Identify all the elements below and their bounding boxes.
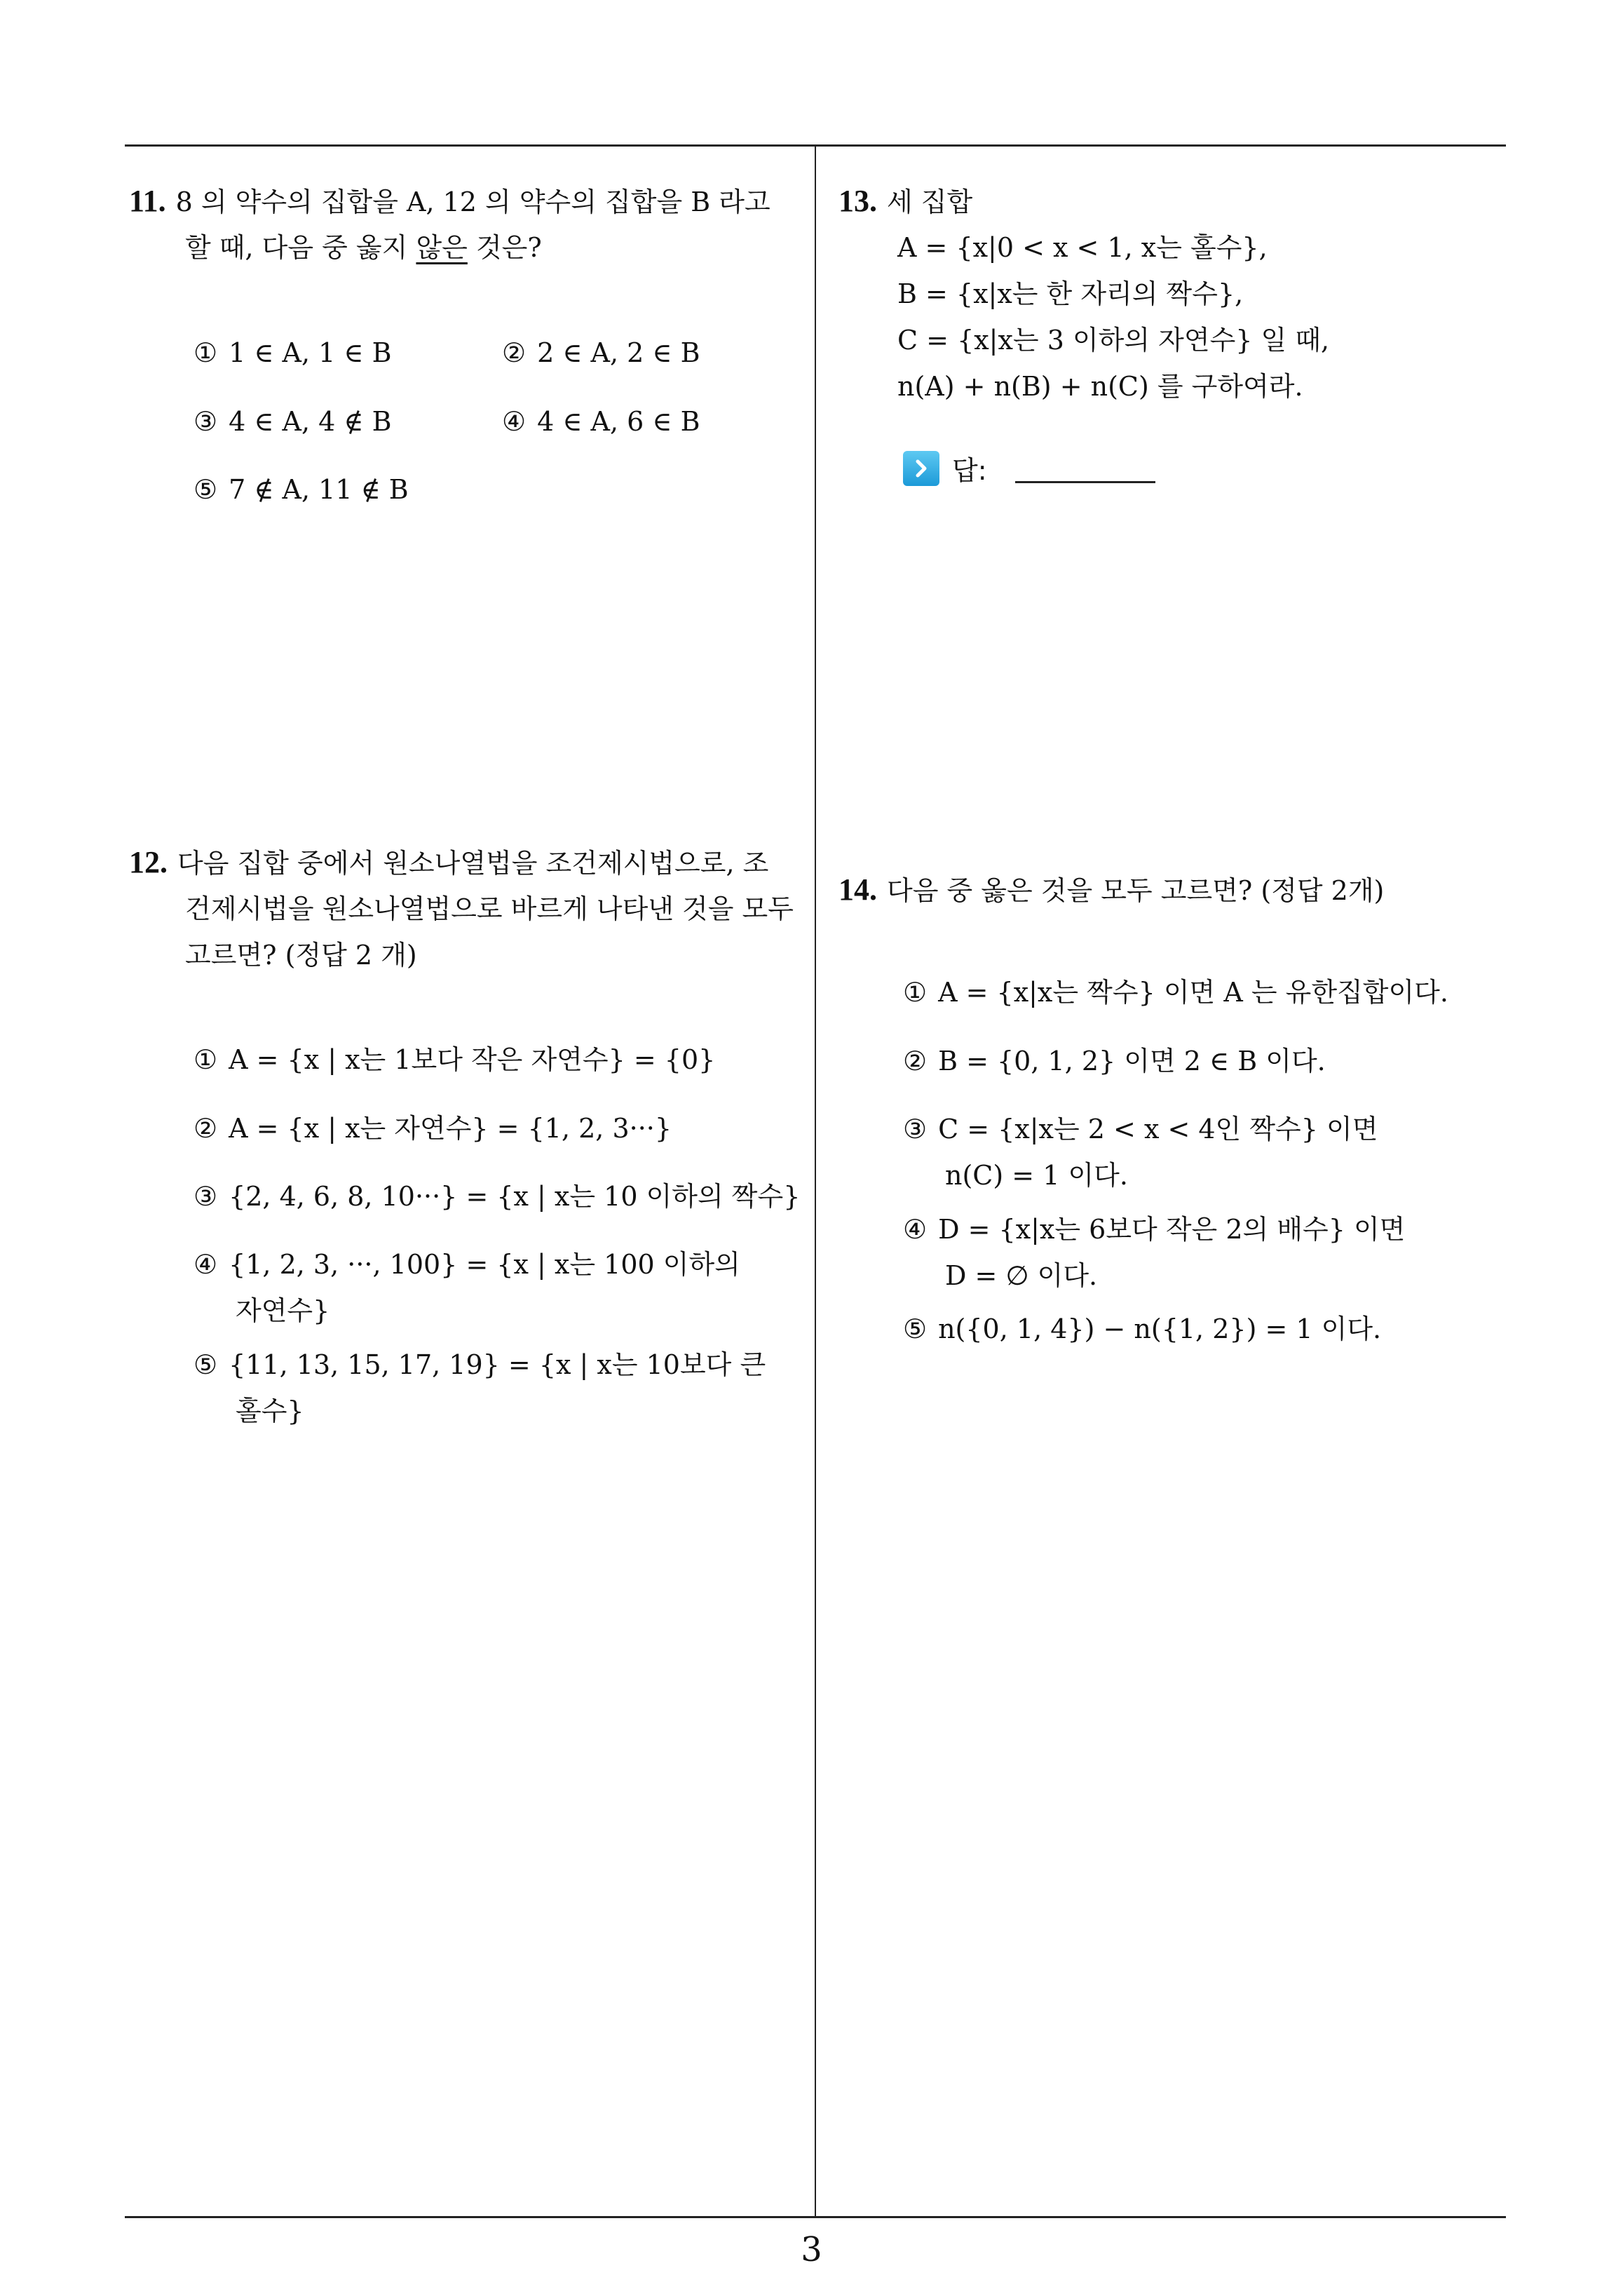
question-number: 13.	[838, 184, 877, 218]
question-number: 12.	[129, 845, 168, 879]
question-stem-line: 고르면? (정답 2 개)	[185, 940, 417, 971]
choice-2[interactable]: ② B = {0, 1, 2} 이면 2 ∈ B 이다.	[903, 1046, 1326, 1076]
question-prompt: n(A) + n(B) + n(C) 를 구하여라.	[897, 371, 1303, 402]
answer-blank[interactable]	[1015, 453, 1155, 483]
question-number: 11.	[129, 184, 166, 218]
answer-label: 답:	[952, 455, 987, 486]
question-13	[838, 178, 972, 225]
choice-1[interactable]: ① A = {x | x는 1보다 작은 자연수} = {0}	[193, 1044, 716, 1075]
question-stem-line: 다음 중 옳은 것을 모두 고르면? (정답 2개)	[887, 875, 1385, 906]
question-stem-line: 8 의 약수의 집합을 A, 12 의 약수의 집합을 B 라고	[175, 187, 770, 217]
chevron-right-icon	[903, 451, 939, 486]
question-stem-line: 세 집합	[887, 187, 973, 217]
choice-3[interactable]: ③ 4 ∈ A, 4 ∉ B	[193, 406, 392, 437]
choice-5[interactable]: ⑤ {11, 13, 15, 17, 19} = {x | x는 10보다 큰	[193, 1349, 766, 1380]
column-divider	[815, 144, 816, 2218]
underlined-word: 않은	[416, 232, 468, 263]
choice-4[interactable]: ④ D = {x|x는 6보다 작은 2의 배수} 이면	[903, 1214, 1406, 1245]
question-11-stem-line2: 할 때, 다음 중 옳지 않은 것은?	[185, 232, 542, 263]
choice-2[interactable]: ② A = {x | x는 자연수} = {1, 2, 3···}	[193, 1113, 672, 1144]
page-number: 3	[801, 2230, 822, 2269]
choice-1[interactable]: ① A = {x|x는 짝수} 이면 A 는 유한집합이다.	[903, 977, 1448, 1008]
choice-4-continuation: D = ∅ 이다.	[945, 1260, 1098, 1291]
choice-3[interactable]: ③ {2, 4, 6, 8, 10···} = {x | x는 10 이하의 짝수}	[193, 1181, 801, 1212]
choice-5[interactable]: ⑤ 7 ∉ A, 11 ∉ B	[193, 474, 409, 505]
choice-3[interactable]: ③ C = {x|x는 2 < x < 4인 짝수} 이면	[903, 1114, 1378, 1144]
set-b-definition: B = {x|x는 한 자리의 짝수},	[897, 278, 1244, 309]
question-stem-line: 다음 집합 중에서 원소나열법을 조건제시법으로, 조	[177, 848, 769, 879]
choice-2[interactable]: ② 2 ∈ A, 2 ∈ B	[502, 337, 700, 368]
choice-1[interactable]: ① 1 ∈ A, 1 ∈ B	[193, 337, 392, 368]
choice-4[interactable]: ④ 4 ∈ A, 6 ∈ B	[502, 406, 700, 437]
choice-5[interactable]: ⑤ n({0, 1, 4}) − n({1, 2}) = 1 이다.	[903, 1314, 1382, 1344]
choice-5-continuation: 홀수}	[236, 1396, 304, 1426]
question-12	[129, 839, 768, 886]
answer-row	[903, 449, 1155, 487]
choice-3-continuation: n(C) = 1 이다.	[945, 1160, 1128, 1191]
set-c-definition: C = {x|x는 3 이하의 자연수} 일 때,	[897, 325, 1330, 356]
choice-4[interactable]: ④ {1, 2, 3, ···, 100} = {x | x는 100 이하의	[193, 1249, 740, 1280]
question-stem-line: 건제시법을 원소나열법으로 바르게 나타낸 것을 모두	[185, 893, 794, 924]
question-14	[838, 867, 1384, 914]
question-number: 14.	[838, 872, 877, 907]
choice-4-continuation: 자연수}	[236, 1295, 330, 1326]
question-11	[129, 178, 770, 225]
bottom-rule	[125, 2216, 1506, 2218]
set-a-definition: A = {x|0 < x < 1, x는 홀수},	[897, 232, 1268, 263]
